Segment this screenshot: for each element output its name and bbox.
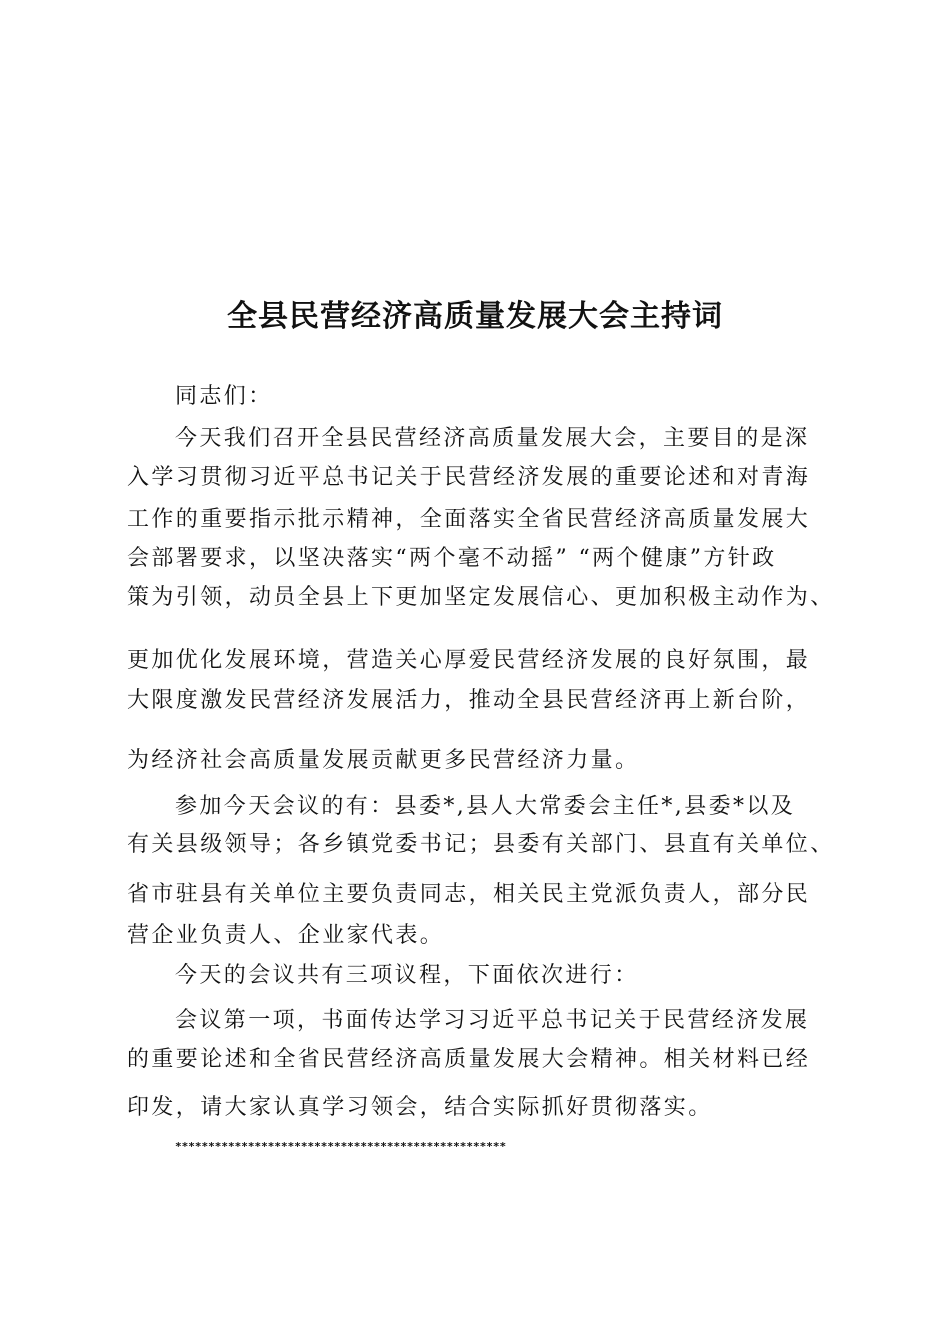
paragraph-line: 今天的会议共有三项议程，下面依次进行： [175, 963, 639, 988]
paragraph-line: 参加今天会议的有：县委*,县人大常委会主任*,县委*以及 [175, 794, 796, 819]
paragraph-line: 入学习贯彻习近平总书记关于民营经济发展的重要论述和对青海 [127, 465, 811, 490]
paragraph-line: 为经济社会高质量发展贡献更多民营经济力量。 [127, 748, 640, 773]
separator-line: ************************************************** [175, 1140, 507, 1153]
paragraph-line: 的重要论述和全省民营经济高质量发展大会精神。相关材料已经 [127, 1047, 811, 1072]
paragraph-line: 会部署要求，以坚决落实“两个毫不动摇” “两个健康”方针政 [127, 546, 777, 571]
salutation: 同志们： [175, 384, 273, 409]
paragraph-line: 有关县级领导；各乡镇党委书记；县委有关部门、县直有关单位、 [127, 832, 835, 857]
paragraph-line: 策为引领，动员全县上下更加坚定发展信心、更加积极主动作为、 [127, 585, 835, 610]
paragraph-line: 印发，请大家认真学习领会，结合实际抓好贯彻落实。 [127, 1095, 713, 1120]
paragraph-line: 会议第一项，书面传达学习习近平总书记关于民营经济发展 [175, 1008, 810, 1033]
paragraph-line: 大限度激发民营经济发展活力，推动全县民营经济再上新台阶， [127, 688, 811, 713]
paragraph-line: 更加优化发展环境，营造关心厚爱民营经济发展的良好氛围，最 [127, 648, 811, 673]
paragraph-line: 省市驻县有关单位主要负责同志，相关民主党派负责人，部分民 [127, 882, 811, 907]
paragraph-line: 今天我们召开全县民营经济高质量发展大会，主要目的是深 [175, 426, 810, 451]
paragraph-line: 工作的重要指示批示精神，全面落实全省民营经济高质量发展大 [127, 507, 811, 532]
paragraph-line: 营企业负责人、企业家代表。 [127, 923, 445, 948]
document-title: 全县民营经济高质量发展大会主持词 [227, 299, 723, 334]
